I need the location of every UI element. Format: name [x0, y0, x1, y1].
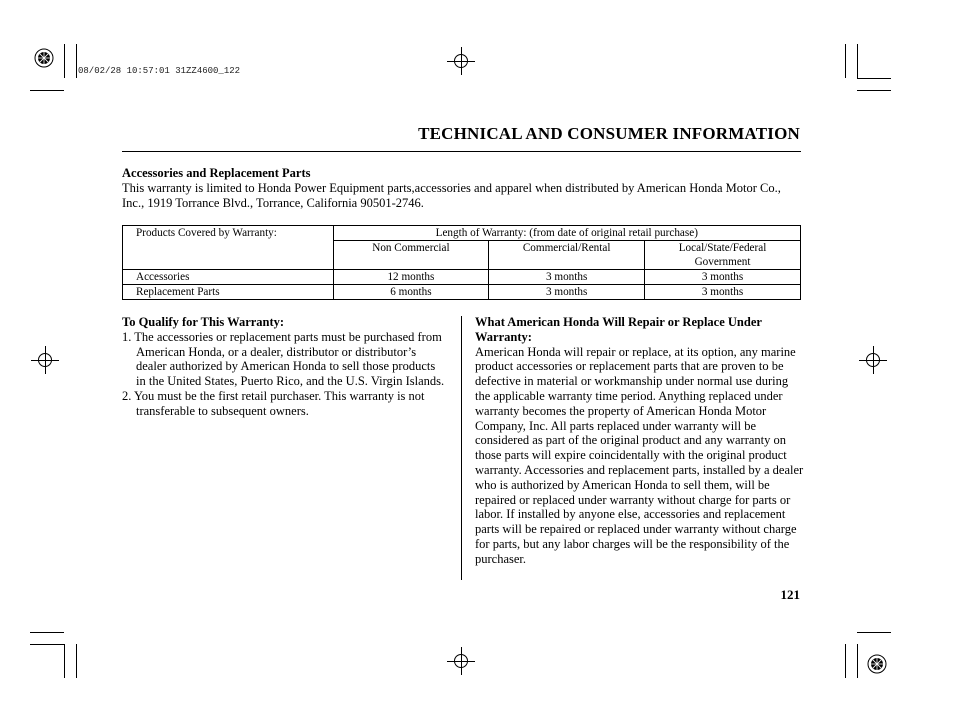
print-slug: 08/02/28 10:57:01 31ZZ4600_122: [78, 66, 241, 76]
page-number: 121: [780, 587, 800, 602]
list-item: 2. You must be the first retail purchaser. This warranty is not transferable to subsequent owners.: [122, 388, 425, 418]
registration-mark-bottom: [447, 647, 475, 675]
crop-mark: [857, 90, 891, 91]
row-value: 3 months: [489, 270, 645, 285]
repair-section: [475, 315, 805, 567]
crop-mark: [857, 78, 891, 79]
column-header: Commercial/Rental: [489, 241, 645, 270]
column-divider: [461, 316, 462, 580]
registration-target-top-left: [34, 48, 54, 68]
row-product: Accessories: [123, 270, 334, 285]
accessories-text: This warranty is limited to Honda Power Equipment parts,accessories and apparel when distributed by American Honda Motor Co., Inc., 1919 Torrance Blvd., Torrance, California 90501-2746.: [122, 181, 781, 210]
repair-text: American Honda will repair or replace, at its option, any marine product accessories or replacement parts that are proven to be defective in material or workmanship under normal use during the applicable warranty time period. Anything replaced under warranty becomes the property of American Honda Motor Company, Inc. All parts replaced under warranty will be considered as part of the original product and any warranty on those parts will expire coincidentally with the original product warranty. Accessories and replacement parts, installed by a dealer who is authorized by American Honda to sell them, will be repaired or replaced under warranty without charge for parts or labor. If installed by anyone else, accessories and replacement parts will be repaired or replaced under warranty without charge for parts, but any labor charges will be the responsibility of the purchaser.: [475, 344, 804, 566]
accessories-heading: Accessories and Replacement Parts: [122, 166, 311, 180]
list-item: 1. The accessories or replacement parts must be purchased from American Honda, or a dealer, distributor or distributor’s dealer authorized by American Honda to sell those products in the United States, Puerto Rico, and the U.S. Virgin Islands.: [122, 329, 445, 389]
header-products: Products Covered by Warranty:: [123, 226, 334, 270]
row-value: 3 months: [489, 285, 645, 300]
crop-mark: [76, 44, 77, 78]
crop-mark: [857, 632, 891, 633]
table-row: [123, 270, 801, 285]
row-value: 3 months: [645, 270, 801, 285]
header-length: Length of Warranty: (from date of original retail purchase): [333, 226, 800, 241]
crop-mark: [857, 644, 858, 678]
table-header-row: [123, 226, 801, 241]
warranty-table: [122, 225, 801, 300]
crop-mark: [30, 632, 64, 633]
crop-mark: [845, 44, 846, 78]
crop-mark: [857, 44, 858, 78]
repair-heading: What American Honda Will Repair or Replace Under Warranty:: [475, 315, 762, 344]
crop-mark: [30, 90, 64, 91]
qualify-heading: To Qualify for This Warranty:: [122, 315, 285, 329]
row-value: 3 months: [645, 285, 801, 300]
column-header: Local/State/Federal Government: [645, 241, 801, 270]
column-header: Non Commercial: [333, 241, 489, 270]
table-row: [123, 285, 801, 300]
title-rule: [122, 151, 801, 152]
crop-mark: [76, 644, 77, 678]
row-value: 6 months: [333, 285, 489, 300]
crop-mark: [64, 44, 65, 78]
crop-mark: [64, 644, 65, 678]
page-title: TECHNICAL AND CONSUMER INFORMATION: [418, 124, 800, 143]
registration-target-bottom-right: [867, 654, 887, 674]
registration-mark-right: [859, 346, 887, 374]
registration-mark-left: [31, 346, 59, 374]
registration-mark-top: [447, 47, 475, 75]
crop-mark: [30, 644, 64, 645]
row-value: 12 months: [333, 270, 489, 285]
crop-mark: [845, 644, 846, 678]
row-product: Replacement Parts: [123, 285, 334, 300]
qualify-section: [122, 315, 447, 419]
qualify-list: [122, 330, 447, 419]
